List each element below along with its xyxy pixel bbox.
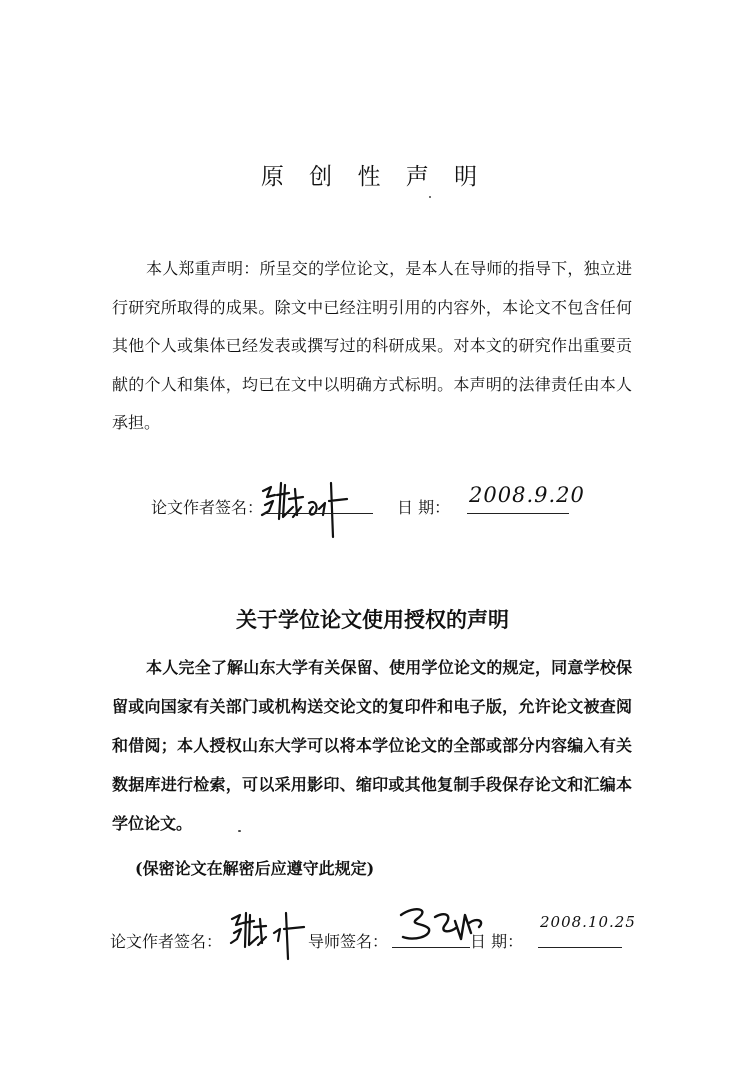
date-label: 日 期： bbox=[397, 498, 451, 517]
scan-speck bbox=[238, 830, 241, 832]
date-value: 2008.9.20 bbox=[469, 483, 585, 507]
declaration-title: 原 创 性 声 明 bbox=[260, 164, 487, 190]
declaration-body: 本人郑重声明：所呈交的学位论文，是本人在导师的指导下，独立进行研究所取得的成果。除文中已经注明引用的内容外，本论文不包含任何其他个人或集体已经发表或撰写过的科研成果。对本文的研究作出重要贡献的个人和集体，均已在文中以明确方式标明。本声明的法律责任由本人承担。 bbox=[112, 259, 632, 432]
author-signature-label-2: 论文作者签名： bbox=[110, 932, 223, 951]
date-underline bbox=[467, 513, 569, 514]
advisor-signature-underline bbox=[392, 947, 470, 948]
scan-speck bbox=[429, 196, 431, 198]
date-underline-2 bbox=[538, 947, 622, 948]
advisor-signature-label: 导师签名： bbox=[308, 932, 389, 951]
author-signature-label: 论文作者签名： bbox=[151, 498, 264, 517]
authorization-title: 关于学位论文使用授权的声明 bbox=[236, 607, 509, 632]
declaration-signature-row bbox=[151, 483, 621, 541]
authorization-signature-row bbox=[110, 905, 636, 965]
date-value-2: 2008.10.25 bbox=[540, 913, 636, 931]
author-signature-underline bbox=[263, 513, 373, 514]
confidential-note: (保密论文在解密后应遵守此规定) bbox=[135, 859, 375, 878]
date-label-2: 日 期： bbox=[470, 932, 524, 951]
author-signature-image-2 bbox=[228, 909, 318, 965]
author-signature-image bbox=[259, 477, 374, 541]
authorization-body: 本人完全了解山东大学有关保留、使用学位论文的规定，同意学校保留或向国家有关部门或机构送交论文的复印件和电子版，允许论文被查阅和借阅；本人授权山东大学可以将本学位论文的全部或部分内容编入有关数据库进行检索，可以采用影印、缩印或其他复制手段保存论文和汇编本学位论文。 bbox=[112, 658, 632, 833]
